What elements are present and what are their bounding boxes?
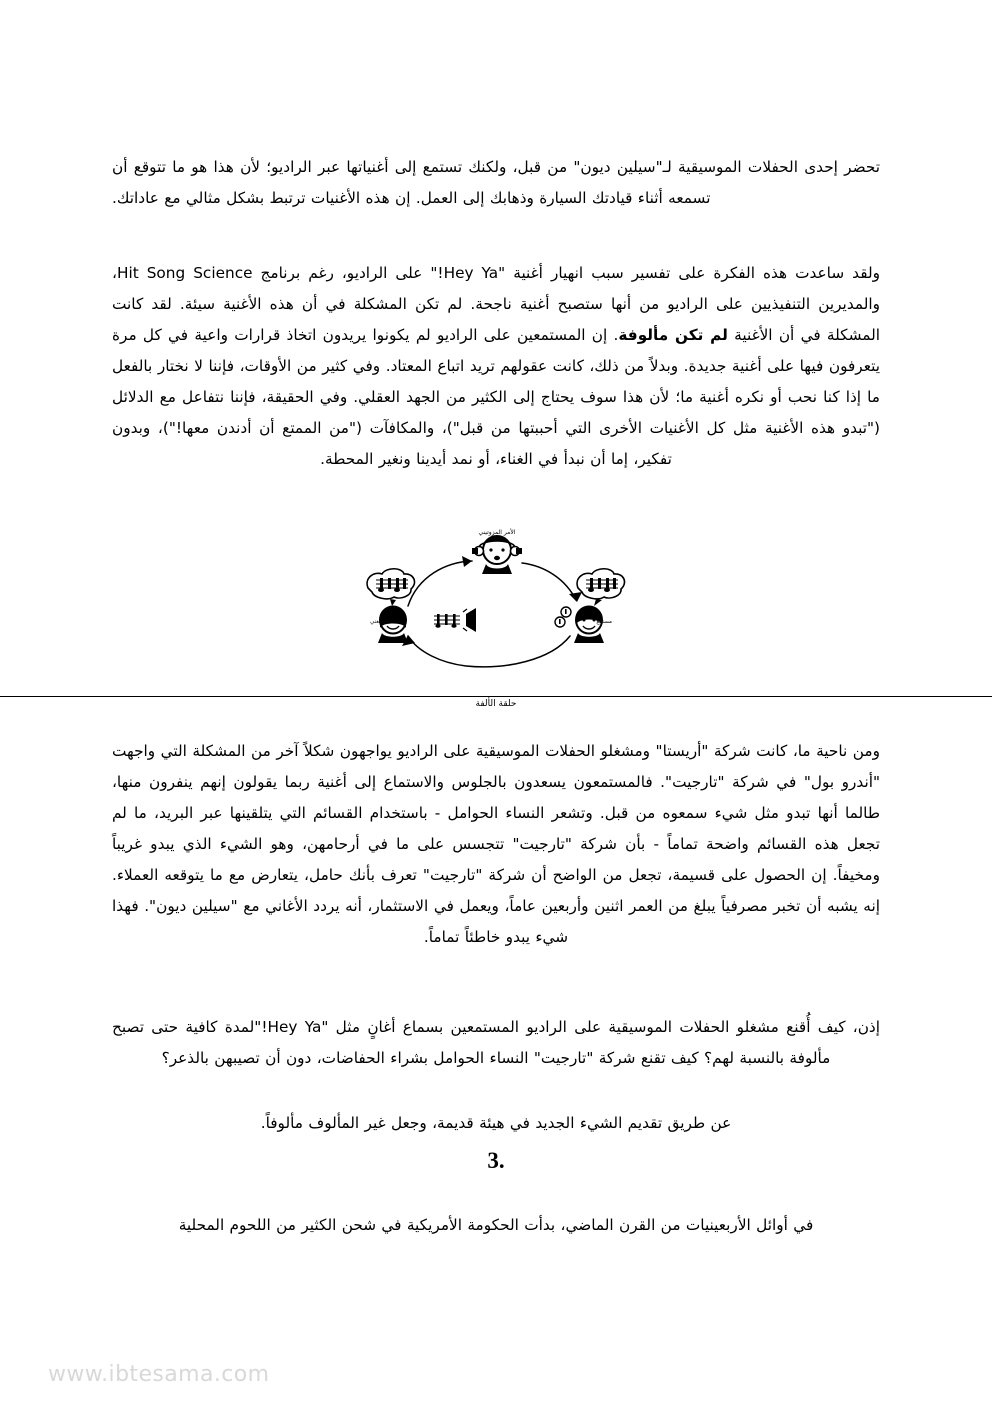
paragraph-2-text-after-bold: . إن المستمعين على الراديو لم يكونوا يريدون اتخاذ قرارات واعية في كل مرة يتعرفون فيها على أغنية جديدة. وبدلاً من ذلك، كانت عقولهم تريد اتباع المعتاد. وفي كثير من الأوقات، فإننا لا نختار بالفعل ما إذا كنا نحب أو نكره أغنية ما؛ لأن هذا سوف يحتاج إلى الكثير من الجهد العقلي. وفي الحقيقة، فإننا نتفاعل مع الدلائل ("تبدو هذه الأغنية مثل كل الأغنيات الأخرى التي أحببتها من قبل")، والمكافآت ("من الممتع أن أدندن معها!")، وبدون تفكير، إما أن نبدأ في الغناء، أو نمد أيدينا ونغير المحطة. [112, 326, 880, 468]
paragraph-3: ومن ناحية ما، كانت شركة "أريستا" ومشغلو الحفلات الموسيقية على الراديو يواجهون شكلاً آخر من المشكلة التي واجهت "أندرو بول" في شركة "تارجيت". فالمستمعون يسعدون بالجلوس والاستماع إلى أغنية ربما يقولون إنهم ينفرون منها، طالما أنها تبدو مثل شيء سمعوه من قبل. وتشعر النساء الحوامل - باستخدام القسائم التي يتلقينها عبر البريد، ما لم تجعل هذه القسائم واضحة تماماً - بأن شركة "تارجيت" تتجسس على ما في أرحامهن، وهو الشيء الذي يبدو غريباً ومخيفاً. إن الحصول على قسيمة، تجعل من الواضح أن شركة "تارجيت" تعرف بأنك حامل، يتعارض مع ما يتوقعه العملاء. إنه يشبه أن تخبر مصرفياً يبلغ من العمر اثنين وأربعين عاماً، ويعمل في الاستثمار، أنه يردد الأغاني مع "سيلين ديون". فهذا شيء يبدو خاطئاً تماماً. [112, 742, 880, 946]
paragraph-2 [112, 258, 880, 475]
right-thought-bubble-icon [577, 569, 624, 606]
loudspeaker-icon [434, 608, 476, 632]
figure-label-left: مغني [370, 619, 382, 625]
section-number-heading: 3. [487, 1148, 505, 1173]
paragraph-5: عن طريق تقديم الشيء الجديد في هيئة قديمة، وجعل غير المألوف مألوفاً. [260, 1114, 732, 1132]
figure-caption: حلقة الألفة [475, 699, 517, 709]
left-thought-bubble-icon [367, 569, 414, 606]
figure-label-right: مستمع [596, 619, 612, 625]
familiarity-loop-figure [112, 528, 880, 678]
paragraph-2-bold-phrase: لم تكن مألوفة [618, 326, 728, 344]
cycle-diagram-icon [346, 528, 646, 678]
site-watermark: www.ibtesama.com [48, 1362, 270, 1387]
figure-label-top: الأمر المزوتيني [478, 529, 516, 536]
paragraph-4: إذن، كيف أُقنع مشغلو الحفلات الموسيقية على الراديو المستمعين بسماع أغانٍ مثل "Hey Ya!"لمدة كافية حتى تصبح مألوفة بالنسبة لهم؟ كيف تقنع شركة "تارجيت" النساء الحوامل بشراء الحفاضات، دون أن تصيبهن بالذعر؟ [112, 1018, 880, 1067]
paragraph-2-text-before-bold: ولقد ساعدت هذه الفكرة على تفسير سبب انهيار أغنية "Hey Ya!" على الراديو، رغم برنامج Hit Song Science، والمديرين التنفيذيين على الراديو من أنها ستصبح أغنية ناجحة. لم تكن المشكلة في أن هذه الأغنية سيئة. لقد كانت المشكلة في أن الأغنية [112, 264, 881, 344]
left-person-icon [378, 607, 408, 644]
paragraph-1: تحضر إحدى الحفلات الموسيقية لـ"سيلين ديون" من قبل، ولكنك تستمع إلى أغنياتها عبر الراديو؛ لأن هذا هو ما تتوقع أن تسمعه أثناء قيادتك السيارة وذهابك إلى العمل. إن هذه الأغنيات ترتبط بشكل مثالي مع عاداتك. [112, 158, 880, 207]
paragraph-6: في أوائل الأربعينيات من القرن الماضي، بدأت الحكومة الأمريكية في شحن الكثير من اللحوم المحلية [178, 1216, 814, 1234]
figure-divider-rule [0, 696, 992, 697]
top-person-icon [472, 536, 522, 574]
